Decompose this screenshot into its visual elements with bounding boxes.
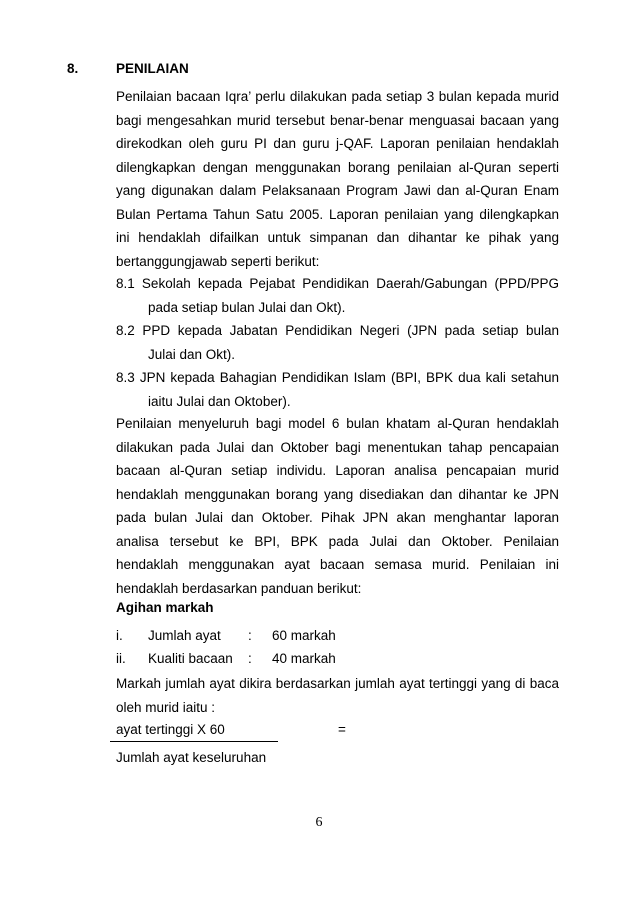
mark-row-separator: : [248, 651, 252, 666]
paragraph-line: Penilaian bacaan Iqra’ perlu dilakukan pada setiap 3 bulan kepada murid [116, 89, 559, 104]
mark-row-value: 60 markah [272, 628, 336, 643]
agihan-heading: Agihan markah [116, 600, 214, 615]
list-item [116, 366, 559, 413]
paragraph-line: dilengkapkan dengan menggunakan borang penilaian al-Quran seperti [116, 159, 559, 175]
list-item-line: pada setiap bulan Julai dan Okt). [148, 299, 346, 315]
list-item-line: 8.1 Sekolah kepada Pejabat Pendidikan Daerah/Gabungan (PPD/PPG [116, 276, 559, 291]
paragraph-line: yang digunakan dalam Pelaksanaan Program Jawi dan al-Quran Enam [116, 183, 559, 198]
paragraph-line: analisa tersebut ke BPI, BPK pada Julai dan Oktober. Penilaian [116, 533, 559, 549]
mark-row-number: ii. [116, 651, 126, 666]
paragraph-line: hendaklah menggunakan ayat bacaan semasa murid. Penilaian ini [116, 557, 559, 572]
paragraph-line: bagi mengesahkan murid tersebut benar-benar menguasai bacaan yang [116, 112, 559, 128]
fraction-line [110, 741, 278, 742]
paragraph-3 [116, 672, 559, 719]
paragraph-line: bertanggungjawab seperti berikut: [116, 253, 320, 269]
list-item-line: Julai dan Okt). [148, 346, 236, 362]
formula [116, 718, 559, 742]
mark-row-number: i. [116, 628, 123, 643]
mark-row-label: Kualiti bacaan [148, 651, 233, 666]
paragraph-line: pada bulan Julai dan Oktober. Pihak JPN akan menghantar laporan [116, 510, 559, 525]
mark-row-value: 40 markah [272, 651, 336, 666]
formula-numerator: ayat tertinggi X 60 [116, 722, 225, 737]
list-item-line: iaitu Julai dan Oktober). [148, 393, 291, 409]
paragraph-line: dilakukan pada Julai dan Oktober bagi menentukan tahap pencapaian [116, 439, 559, 455]
formula-equals: = [338, 722, 346, 737]
section-number: 8. [67, 61, 79, 76]
section-title: PENILAIAN [116, 61, 189, 76]
formula-denominator: Jumlah ayat keseluruhan [116, 750, 267, 765]
paragraph-2 [116, 412, 559, 600]
paragraph-line: direkodkan oleh guru PI dan guru j-QAF. Laporan penilaian hendaklah [116, 136, 559, 151]
paragraph-line: Bulan Pertama Tahun Satu 2005. Laporan penilaian yang dilengkapkan [116, 206, 559, 222]
paragraph-line: ini hendaklah difailkan untuk simpanan dan dihantar ke pihak yang [116, 230, 559, 245]
list-item-line: 8.2 PPD kepada Jabatan Pendidikan Negeri (JPN pada setiap bulan [116, 323, 559, 338]
list-item-line: 8.3 JPN kepada Bahagian Pendidikan Islam (BPI, BPK dua kali setahun [116, 370, 559, 385]
paragraph-line: bacaan al-Quran setiap individu. Laporan analisa pencapaian murid [116, 463, 559, 478]
mark-row-separator: : [248, 628, 252, 643]
mark-row-label: Jumlah ayat [148, 628, 221, 643]
paragraph-line: oleh murid iaitu : [116, 699, 216, 715]
list-item [116, 272, 559, 319]
paragraph-1 [116, 85, 559, 273]
paragraph-line: Markah jumlah ayat dikira berdasarkan jumlah ayat tertinggi yang di baca [116, 676, 559, 691]
paragraph-line: Penilaian menyeluruh bagi model 6 bulan khatam al-Quran hendaklah [116, 416, 559, 431]
paragraph-line: hendaklah menggunakan borang yang disediakan dan dihantar ke JPN [116, 486, 559, 502]
paragraph-line: hendaklah berdasarkan panduan berikut: [116, 580, 362, 596]
page-number: 6 [315, 815, 323, 830]
list-item [116, 319, 559, 366]
